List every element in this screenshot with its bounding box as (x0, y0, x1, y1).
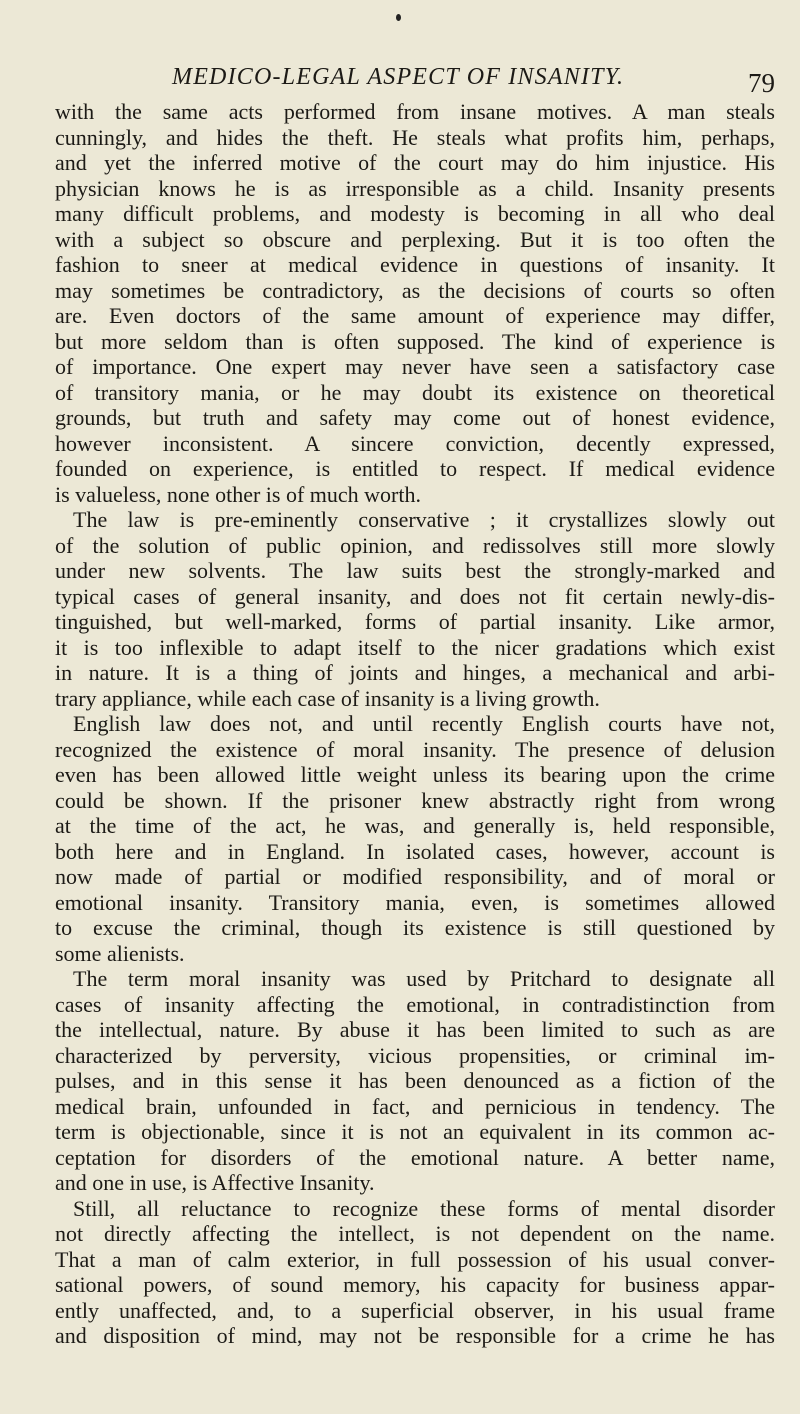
body-text (55, 99, 775, 1349)
text-line: characterized by perversity, vicious propensities, or criminal im- (55, 1042, 775, 1068)
text-line: with a subject so obscure and perplexing. But it is too often the (55, 226, 775, 252)
text-line: and disposition of mind, may not be responsible for a crime he has (55, 1323, 775, 1348)
text-line: may sometimes be contradictory, as the decisions of courts so often (55, 277, 775, 303)
running-head (0, 60, 800, 96)
text-line: with the same acts performed from insane motives. A man steals (55, 99, 775, 124)
text-line: grounds, but truth and safety may come out of honest evidence, (55, 405, 775, 430)
text-line: even has been allowed little weight unless its bearing upon the crime (55, 762, 775, 787)
text-line: ceptation for disorders of the emotional nature. A better name, (55, 1144, 775, 1170)
text-line: not directly affecting the intellect, is not dependent on the name. (55, 1221, 775, 1246)
text-line: at the time of the act, he was, and generally is, held responsible, (55, 813, 775, 838)
text-line: it is too inflexible to adapt itself to the nicer gradations which exist (55, 634, 775, 660)
text-line: medical brain, unfounded in fact, and pernicious in tendency. The (55, 1093, 775, 1119)
text-line: however inconsistent. A sincere conviction, decently expressed, (55, 430, 775, 456)
text-line: pulses, and in this sense it has been denounced as a fiction of the (55, 1068, 775, 1093)
printer-mark (396, 14, 401, 21)
text-line: English law does not, and until recently English courts have not, (73, 711, 775, 736)
text-line: term is objectionable, since it is not an equivalent in its common ac- (55, 1119, 775, 1144)
text-line: but more seldom than is often supposed. The kind of experience is (55, 328, 775, 354)
text-line: physician knows he is as irresponsible as a child. Insanity presents (55, 175, 775, 201)
page-number: 79 (748, 68, 775, 98)
text-line: cases of insanity affecting the emotional, in contradistinction from (55, 991, 775, 1017)
text-line: ently unaffected, and, to a superficial observer, in his usual frame (55, 1297, 775, 1323)
text-line: the intellectual, nature. By abuse it has been limited to such as are (55, 1017, 775, 1042)
text-line: in nature. It is a thing of joints and hinges, a mechanical and arbi- (55, 660, 775, 685)
text-line: The term moral insanity was used by Pritchard to designate all (73, 966, 775, 991)
text-line: founded on experience, is entitled to respect. If medical evidence (55, 456, 775, 481)
text-line: Still, all reluctance to recognize these forms of mental disorder (73, 1195, 775, 1221)
text-line: That a man of calm exterior, in full possession of his usual conver- (55, 1246, 775, 1272)
text-line: cunningly, and hides the theft. He steals what profits him, perhaps, (55, 124, 775, 150)
text-line: some alienists. (55, 940, 185, 966)
text-line: of the solution of public opinion, and redissolves still more slowly (55, 532, 775, 558)
text-line: tinguished, but well-marked, forms of partial insanity. Like armor, (55, 609, 775, 634)
text-line: fashion to sneer at medical evidence in questions of insanity. It (55, 252, 775, 277)
running-title: MEDICO-LEGAL ASPECT OF INSANITY. (172, 64, 625, 90)
text-line: and yet the inferred motive of the court may do him injustice. His (55, 150, 775, 175)
text-line: of transitory mania, or he may doubt its existence on theoretical (55, 379, 775, 405)
text-line: both here and in England. In isolated cases, however, account is (55, 838, 775, 864)
text-line: trary appliance, while each case of insanity is a living growth. (55, 685, 600, 711)
text-line: and one in use, is Affective Insanity. (55, 1170, 375, 1195)
text-line: now made of partial or modified responsibility, and of moral or (55, 864, 775, 889)
text-line: is valueless, none other is of much worth. (55, 481, 421, 507)
text-line: The law is pre-eminently conservative ; it crystallizes slowly out (73, 507, 775, 532)
text-line: typical cases of general insanity, and does not fit certain newly-dis- (55, 583, 775, 609)
text-line: under new solvents. The law suits best the strongly-marked and (55, 558, 775, 583)
text-line: many difficult problems, and modesty is becoming in all who deal (55, 201, 775, 226)
text-line: could be shown. If the prisoner knew abstractly right from wrong (55, 787, 775, 813)
text-line: emotional insanity. Transitory mania, even, is sometimes allowed (55, 889, 775, 915)
text-line: sational powers, of sound memory, his capacity for business appar- (55, 1272, 775, 1297)
text-line: of importance. One expert may never have seen a satisfactory case (55, 354, 775, 379)
text-line: recognized the existence of moral insanity. The presence of delusion (55, 736, 775, 762)
text-line: to excuse the criminal, though its existence is still questioned by (55, 915, 775, 940)
text-line: are. Even doctors of the same amount of experience may differ, (55, 303, 775, 328)
